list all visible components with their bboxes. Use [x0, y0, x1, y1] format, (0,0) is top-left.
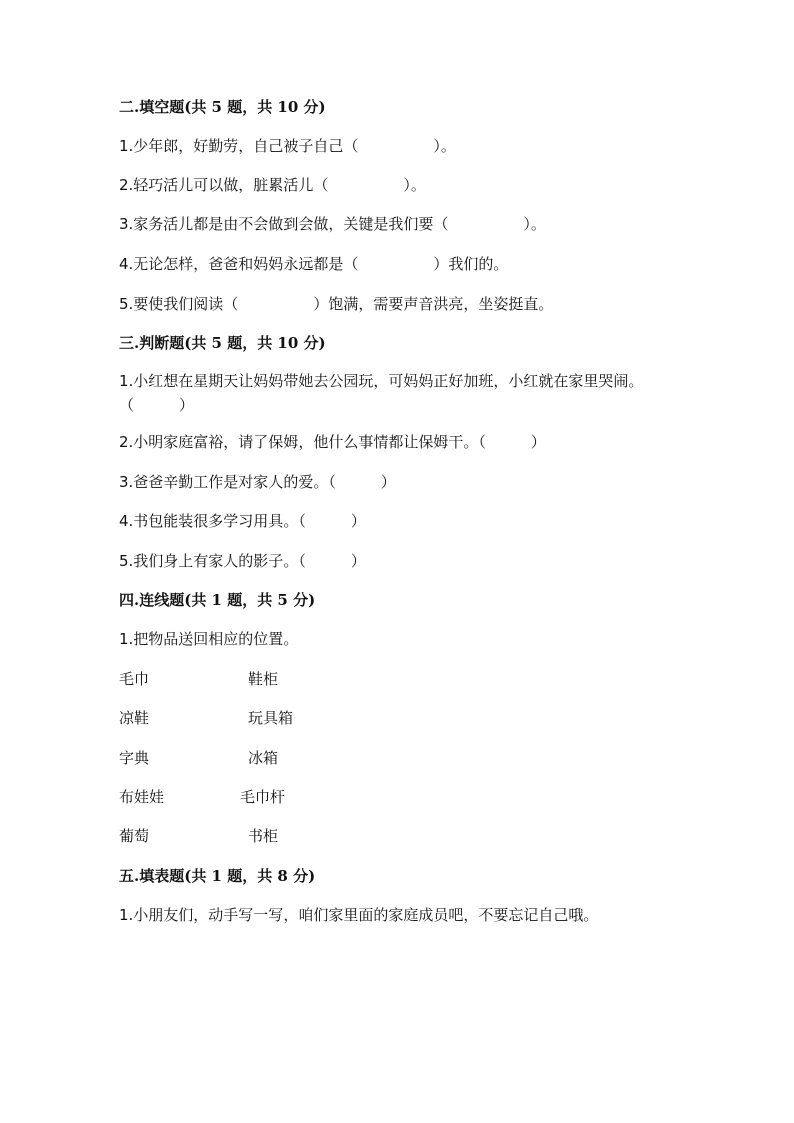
matching-place-3: 冰箱	[248, 749, 279, 767]
judge-question-5: 5.我们身上有家人的影子。（ ）	[119, 552, 366, 570]
fill-blank-question-2: 2.轻巧活儿可以做，脏累活儿（ ）。	[119, 176, 426, 194]
table-instruction: 1.小朋友们，动手写一写，咱们家里面的家庭成员吧，不要忘记自己哦。	[119, 906, 599, 924]
section-heading-table: 五.填表题(共 1 题，共 8 分)	[119, 867, 316, 885]
matching-item-4: 布娃娃	[119, 788, 165, 806]
matching-item-5: 葡萄	[119, 827, 150, 845]
matching-place-2: 玩具箱	[248, 709, 294, 727]
judge-question-3: 3.爸爸辛勤工作是对家人的爱。（ ）	[119, 473, 396, 491]
matching-item-1: 毛巾	[119, 670, 150, 688]
judge-question-2: 2.小明家庭富裕，请了保姆，他什么事情都让保姆干。（ ）	[119, 433, 546, 451]
fill-blank-question-4: 4.无论怎样，爸爸和妈妈永远都是（ ）我们的。	[119, 255, 509, 273]
matching-place-4: 毛巾杆	[240, 788, 286, 806]
section-heading-judge: 三.判断题(共 5 题，共 10 分)	[119, 334, 326, 352]
fill-blank-question-5: 5.要使我们阅读（ ）饱满，需要声音洪亮，坐姿挺直。	[119, 295, 554, 313]
section-heading-fill-blank: 二.填空题(共 5 题，共 10 分)	[119, 98, 326, 116]
fill-blank-question-3: 3.家务活儿都是由不会做到会做，关键是我们要（ ）。	[119, 215, 546, 233]
matching-item-2: 凉鞋	[119, 709, 150, 727]
matching-item-3: 字典	[119, 749, 150, 767]
matching-instruction: 1.把物品送回相应的位置。	[119, 630, 299, 648]
section-heading-matching: 四.连线题(共 1 题，共 5 分)	[119, 591, 316, 609]
matching-place-5: 书柜	[248, 827, 279, 845]
matching-place-1: 鞋柜	[248, 670, 279, 688]
fill-blank-question-1: 1.少年郎，好勤劳，自己被子自己（ ）。	[119, 137, 456, 155]
judge-question-4: 4.书包能装很多学习用具。（ ）	[119, 512, 366, 530]
judge-question-1: 1.小红想在星期天让妈妈带她去公园玩，可妈妈正好加班，小红就在家里哭闹。（ ）	[119, 372, 644, 414]
